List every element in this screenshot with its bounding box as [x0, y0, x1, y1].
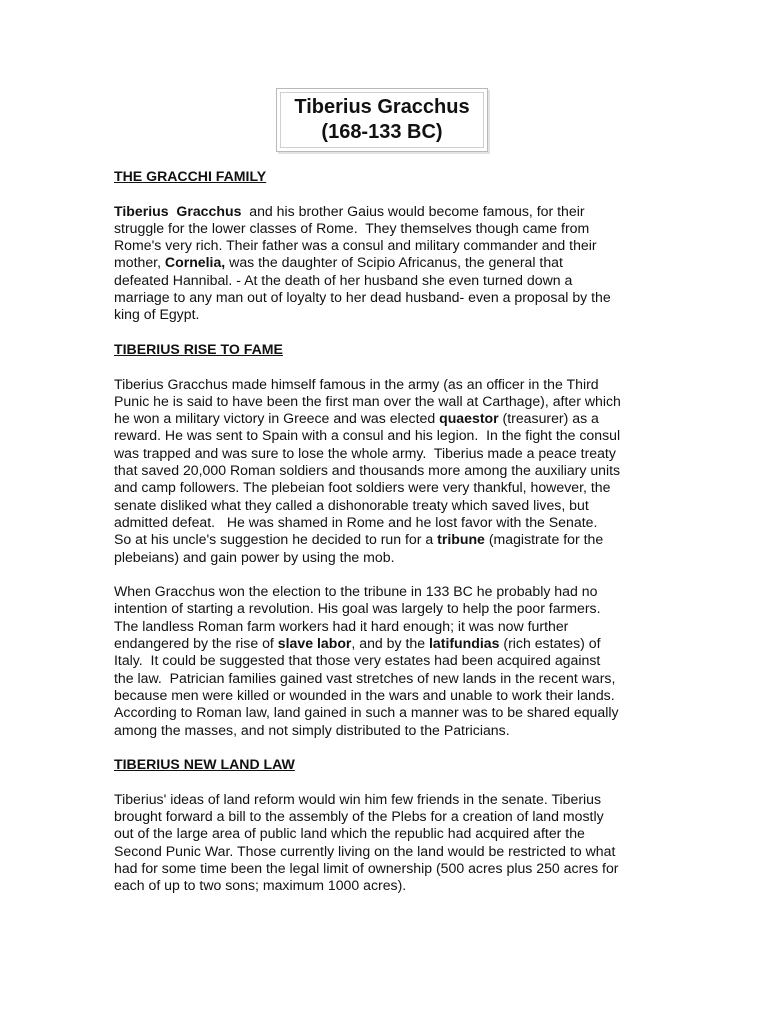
text-run: brought forward a bill to the assembly of the Plebs for a creation of land mostly [114, 807, 604, 824]
text-line [114, 722, 659, 739]
text-run: Second Punic War. Those currently living on the land would be restricted to what [114, 842, 616, 859]
text-line [114, 687, 659, 704]
text-line [114, 462, 659, 479]
text-line [114, 635, 659, 652]
text-line [114, 670, 659, 687]
text-run: was trapped and was sure to lose the whole army. Tiberius made a peace treaty [114, 444, 616, 461]
text-line [114, 652, 659, 669]
text-run: each of up to two sons; maximum 1000 acres). [114, 877, 407, 894]
document-body [114, 168, 659, 912]
bold-term: Tiberius Gracchus [114, 202, 242, 219]
text-run: Punic he is said to have been the first man over the wall at Carthage), after which [114, 392, 621, 409]
text-run: Tiberius' ideas of land reform would win him few friends in the senate. Tiberius [114, 790, 602, 807]
text-line [114, 843, 659, 860]
text-line [114, 203, 659, 220]
text-run: The landless Roman farm workers had it hard enough; it was now further [114, 617, 569, 634]
text-run: because men were killed or wounded in the wars and unable to work their lands. [114, 686, 615, 703]
text-line [114, 410, 659, 427]
text-run: , and by the [351, 635, 429, 652]
text-run: defeated Hannibal. - At the death of her husband she even turned down a [114, 271, 573, 288]
text-run: (rich estates) of [499, 635, 601, 652]
text-line [114, 618, 659, 635]
section-paragraph [114, 583, 659, 739]
text-line [114, 600, 659, 617]
text-line [114, 825, 659, 842]
text-line [114, 549, 659, 566]
text-run: that saved 20,000 Roman soldiers and thousands more among the auxiliary units [114, 462, 621, 479]
text-line [114, 393, 659, 410]
text-run: and camp followers. The plebeian foot soldiers were very thankful, however, the [114, 479, 611, 496]
text-line [114, 272, 659, 289]
text-run: marriage to any man out of loyalty to her dead husband- even a proposal by the [114, 289, 611, 306]
text-run: the law. Patrician families gained vast stretches of new lands in the recent wars, [114, 669, 616, 686]
text-run: reward. He was sent to Spain with a consul and his legion. In the fight the consul [114, 427, 621, 444]
text-run: admitted defeat. He was shamed in Rome and he lost favor with the Senate. [114, 513, 598, 530]
text-line [114, 791, 659, 808]
text-line [114, 479, 659, 496]
text-run: plebeians) and gain power by using the mob. [114, 548, 395, 565]
bold-term: latifundias [429, 635, 500, 652]
bold-term: quaestor [439, 410, 499, 427]
bold-term: Cornelia, [164, 254, 226, 271]
text-line [114, 704, 659, 721]
text-line [114, 427, 659, 444]
section-paragraph [114, 203, 659, 324]
text-run: he won a military victory in Greece and was elected [114, 410, 440, 427]
text-line [114, 877, 659, 894]
text-line [114, 531, 659, 548]
text-line [114, 583, 659, 600]
text-line [114, 445, 659, 462]
text-run: king of Egypt. [114, 306, 200, 323]
text-line [114, 254, 659, 271]
text-line [114, 289, 659, 306]
text-line [114, 808, 659, 825]
text-run: endangered by the rise of [114, 635, 278, 652]
text-run: Rome's very rich. Their father was a consul and military commander and their [114, 237, 597, 254]
text-run: intention of starting a revolution. His goal was largely to help the poor farmers. [114, 600, 601, 617]
section-paragraph [114, 791, 659, 895]
text-run: and his brother Gaius would become famous, for their [241, 202, 585, 219]
text-run: So at his uncle's suggestion he decided to run for a [114, 531, 438, 548]
title-line-2: (168-133 BC) [321, 121, 443, 143]
text-run: struggle for the lower classes of Rome. They themselves though came from [114, 219, 590, 236]
text-line [114, 376, 659, 393]
text-run: out of the large area of public land which the republic had acquired after the [114, 825, 585, 842]
title-line-1: Tiberius Gracchus [294, 96, 470, 118]
bold-term: tribune [437, 531, 485, 548]
text-line [114, 306, 659, 323]
text-line [114, 514, 659, 531]
text-line [114, 497, 659, 514]
text-run: Italy. It could be suggested that those very estates had been acquired against [114, 652, 601, 669]
text-run: Tiberius Gracchus made himself famous in the army (as an officer in the Third [114, 375, 599, 392]
text-line [114, 237, 659, 254]
text-run: had for some time been the legal limit of ownership (500 acres plus 250 acres for [114, 859, 619, 876]
text-line [114, 860, 659, 877]
section-heading: TIBERIUS RISE TO FAME [114, 340, 283, 357]
bold-term: slave labor [277, 635, 352, 652]
title-box [276, 88, 488, 152]
text-run: When Gracchus won the election to the tribune in 133 BC he probably had no [114, 583, 598, 600]
title-frame [280, 92, 484, 148]
text-line [114, 220, 659, 237]
text-run: mother, [114, 254, 165, 271]
text-run: According to Roman law, land gained in such a manner was to be shared equally [114, 704, 619, 721]
section-heading: TIBERIUS NEW LAND LAW [114, 756, 295, 773]
text-run: among the masses, and not simply distributed to the Patricians. [114, 721, 510, 738]
text-run: (treasurer) as a [498, 410, 599, 427]
text-run: senate disliked what they called a dishonorable treaty which saved lives, but [114, 496, 589, 513]
section-paragraph [114, 376, 659, 566]
text-run: (magistrate for the [484, 531, 604, 548]
text-run: was the daughter of Scipio Africanus, the general that [225, 254, 563, 271]
section-heading: THE GRACCHI FAMILY [114, 168, 267, 184]
